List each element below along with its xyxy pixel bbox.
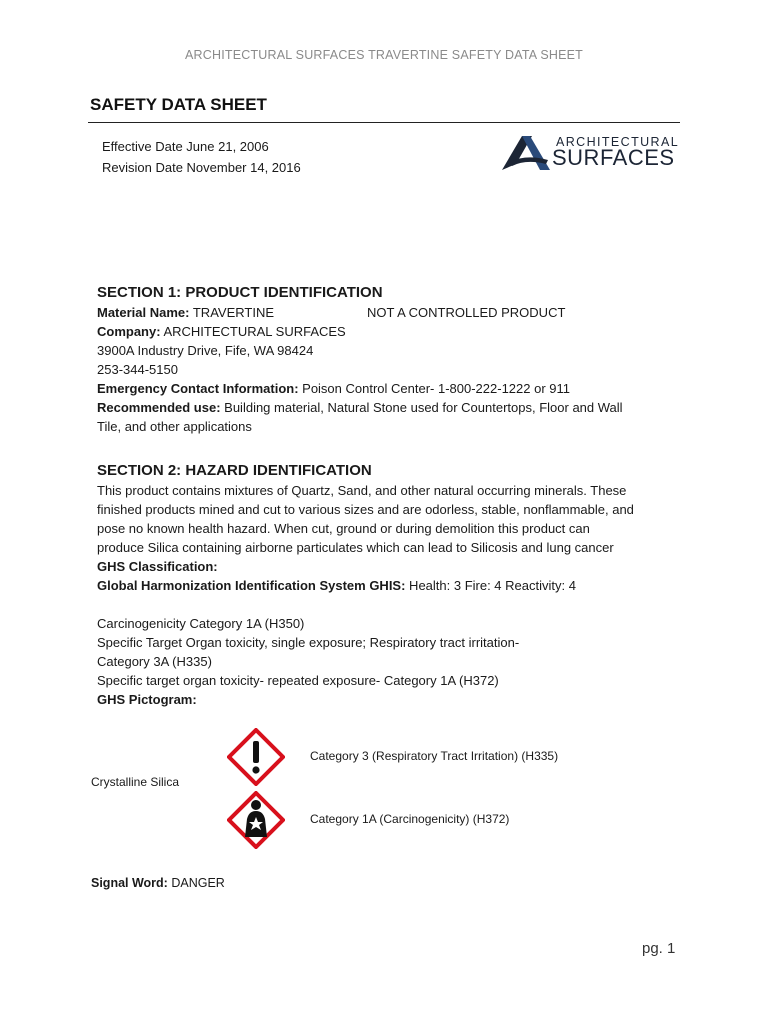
ghis-value: Health: 3 Fire: 4 Reactivity: 4: [405, 578, 576, 593]
logo-text-bottom: SURFACES: [552, 145, 675, 170]
signal-word-label: Signal Word:: [91, 876, 168, 890]
section-hazard-identification: [97, 461, 687, 709]
document-title: SAFETY DATA SHEET: [90, 95, 267, 114]
use-value-line1: Building material, Natural Stone used for Countertops, Floor and Wall: [220, 400, 623, 415]
emergency-label: Emergency Contact Information:: [97, 381, 299, 396]
pictogram-area: [0, 728, 768, 858]
spacer: [97, 595, 687, 614]
ghis-row: [97, 576, 687, 595]
title-divider: [88, 122, 680, 123]
health-hazard-icon: [227, 791, 285, 849]
hazard-line: Category 3A (H335): [97, 654, 212, 669]
section1-heading: SECTION 1: PRODUCT IDENTIFICATION: [97, 284, 383, 301]
revision-date: Revision Date November 14, 2016: [102, 160, 301, 175]
hazard-line: Specific target organ toxicity- repeated exposure- Category 1A (H372): [97, 673, 499, 688]
exclamation-mark-hazard-icon: [227, 728, 285, 786]
substance-name: Crystalline Silica: [91, 775, 180, 789]
effective-date: Effective Date June 21, 2006: [102, 139, 269, 154]
hazard-line: Specific Target Organ toxicity, single exposure; Respiratory tract irritation-: [97, 635, 520, 650]
intro-line: finished products mined and cut to various sizes and are odorless, stable, nonflammable, and: [97, 502, 634, 517]
logo-text-top: ARCHITECTURAL: [556, 135, 680, 149]
company-logo: [500, 132, 682, 176]
material-value: TRAVERTINE: [189, 305, 275, 320]
ghis-label: Global Harmonization Identification System GHIS:: [97, 578, 406, 593]
stylized-a-mark-icon: [500, 132, 556, 176]
date-block: [102, 136, 301, 178]
page-number: pg. 1: [642, 940, 676, 957]
use-label: Recommended use:: [97, 400, 221, 415]
intro-line: pose no known health hazard. When cut, ground or during demolition this product can: [97, 521, 590, 536]
section2-heading: SECTION 2: HAZARD IDENTIFICATION: [97, 462, 372, 479]
intro-line: produce Silica containing airborne particulates which can lead to Silicosis and lung cancer: [97, 540, 614, 555]
control-status: NOT A CONTROLLED PRODUCT: [367, 305, 566, 320]
emergency-row: [97, 379, 687, 398]
recommended-use-row: [97, 398, 687, 417]
pictogram-label-carcinogenicity: Category 1A (Carcinogenicity) (H372): [310, 812, 510, 826]
company-row: [97, 322, 687, 341]
pictogram-label-irritation: Category 3 (Respiratory Tract Irritation) (H335): [310, 749, 559, 763]
emergency-value: Poison Control Center- 1-800-222-1222 or 911: [298, 381, 571, 396]
company-label: Company:: [97, 324, 161, 339]
signal-word-row: [91, 876, 225, 890]
hazard-line: Carcinogenicity Category 1A (H350): [97, 616, 305, 631]
use-value-line2: Tile, and other applications: [97, 419, 252, 434]
company-value: ARCHITECTURAL SURFACES: [160, 324, 346, 339]
ghs-classification-label: GHS Classification:: [97, 559, 218, 574]
signal-word-value: DANGER: [167, 876, 225, 890]
material-row: [97, 303, 687, 322]
company-phone: 253-344-5150: [97, 362, 178, 377]
intro-line: This product contains mixtures of Quartz, Sand, and other natural occurring minerals. These: [97, 483, 627, 498]
ghs-pictogram-label: GHS Pictogram:: [97, 692, 197, 707]
running-header: ARCHITECTURAL SURFACES TRAVERTINE SAFETY DATA SHEET: [184, 48, 583, 62]
material-label: Material Name:: [97, 305, 190, 320]
company-address: 3900A Industry Drive, Fife, WA 98424: [97, 343, 314, 358]
section-product-identification: [97, 283, 687, 436]
